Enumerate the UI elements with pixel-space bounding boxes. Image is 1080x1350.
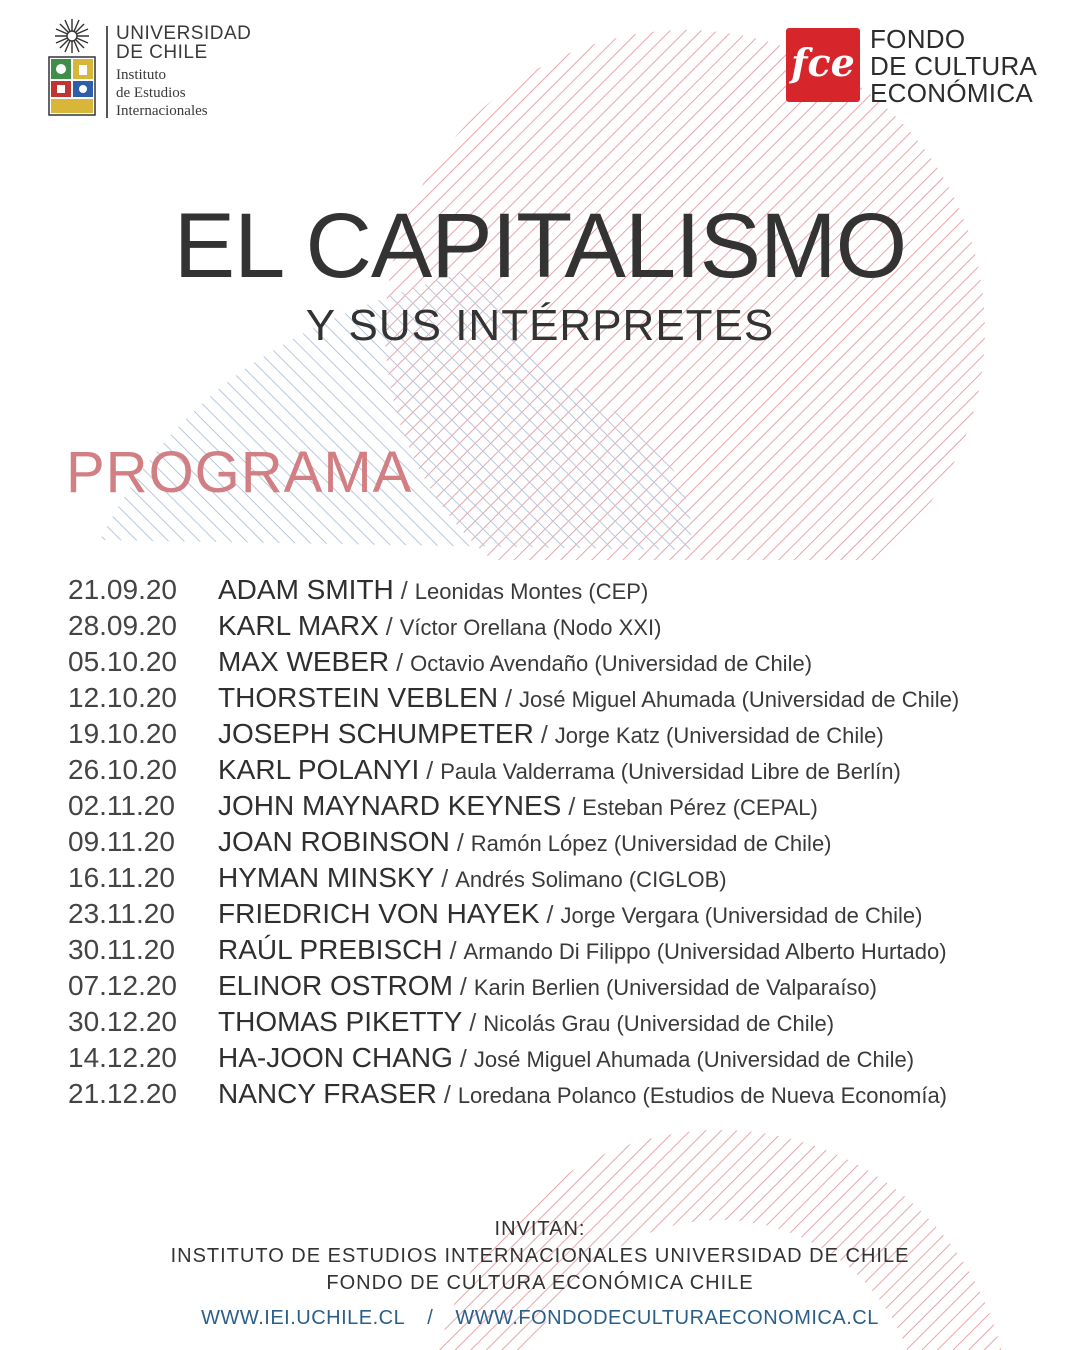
session-date: 09.11.20 — [68, 826, 175, 857]
subtitle: Y SUS INTÉRPRETES — [305, 301, 775, 350]
speaker-name: Armando Di Filippo (Universidad Alberto Hurtado) — [463, 939, 947, 964]
slash-separator: / — [540, 721, 548, 749]
fce-name — [870, 26, 1037, 107]
session-date: 23.11.20 — [68, 898, 175, 929]
schedule-row — [68, 574, 1058, 610]
fce-mark-icon — [786, 28, 860, 102]
economist-name: THORSTEIN VEBLEN — [218, 682, 499, 713]
link-separator: / — [427, 1307, 434, 1329]
link-iei[interactable]: WWW.IEI.UCHILE.CL — [201, 1307, 406, 1329]
institution-iei: INSTITUTO DE ESTUDIOS INTERNACIONALES UNIVERSIDAD DE CHILE — [170, 1245, 910, 1267]
fce-name-line1: FONDO — [870, 24, 966, 54]
uchile-name — [116, 24, 251, 62]
economist-name: KARL MARX — [218, 610, 379, 641]
slash-separator: / — [441, 865, 449, 893]
speaker-name: Karin Berlien (Universidad de Valparaíso) — [473, 975, 877, 1000]
slash-separator: / — [385, 613, 393, 641]
schedule-row — [68, 754, 1058, 790]
economist-name: ADAM SMITH — [218, 574, 394, 605]
speaker-name: Octavio Avendaño (Universidad de Chile) — [410, 651, 813, 676]
speaker-name: Ramón López (Universidad de Chile) — [470, 831, 832, 856]
fce-name-line3: ECONÓMICA — [870, 78, 1034, 108]
footer — [0, 1216, 1080, 1331]
speaker-name: Nicolás Grau (Universidad de Chile) — [483, 1011, 835, 1036]
economist-name: HA-JOON CHANG — [218, 1042, 453, 1073]
session-date: 05.10.20 — [68, 646, 177, 677]
uchile-institute — [116, 66, 208, 120]
schedule-row — [68, 610, 1058, 646]
fce-logo — [786, 24, 1046, 108]
speaker-name: Paula Valderrama (Universidad Libre de Berlín) — [440, 759, 901, 784]
schedule-row — [68, 1042, 1058, 1078]
speaker-name: Esteban Pérez (CEPAL) — [582, 795, 818, 820]
schedule-row — [68, 1078, 1058, 1114]
session-date: 26.10.20 — [68, 754, 177, 785]
slash-separator: / — [459, 973, 467, 1001]
session-date: 07.12.20 — [68, 970, 177, 1001]
speaker-name: Jorge Katz (Universidad de Chile) — [554, 723, 884, 748]
footer-links — [0, 1305, 1080, 1331]
schedule-row — [68, 862, 1058, 898]
main-title: EL CAPITALISMO — [173, 195, 907, 297]
uchile-sub-line1: Instituto — [116, 67, 167, 83]
schedule-list — [68, 574, 1058, 1114]
session-date: 12.10.20 — [68, 682, 177, 713]
programa-heading: PROGRAMA — [66, 440, 413, 505]
session-date: 21.09.20 — [68, 574, 177, 605]
schedule-row — [68, 970, 1058, 1006]
uchile-sub-line3: Internacionales — [116, 103, 208, 119]
speaker-name: Jorge Vergara (Universidad de Chile) — [560, 903, 923, 928]
uchile-name-line2: DE CHILE — [116, 42, 208, 63]
economist-name: JOHN MAYNARD KEYNES — [218, 790, 562, 821]
economist-name: JOAN ROBINSON — [218, 826, 450, 857]
session-date: 21.12.20 — [68, 1078, 177, 1109]
speaker-name: José Miguel Ahumada (Universidad de Chile) — [519, 687, 960, 712]
slash-separator: / — [505, 685, 513, 713]
slash-separator: / — [400, 577, 408, 605]
star-emblem-icon — [54, 18, 90, 54]
session-date: 16.11.20 — [68, 862, 175, 893]
economist-name: JOSEPH SCHUMPETER — [218, 718, 534, 749]
invitan-label: INVITAN: — [494, 1218, 586, 1240]
economist-name: ELINOR OSTROM — [218, 970, 453, 1001]
economist-name: RAÚL PREBISCH — [218, 934, 443, 965]
schedule-row — [68, 790, 1058, 826]
institution-fce: FONDO DE CULTURA ECONÓMICA CHILE — [326, 1272, 754, 1294]
schedule-row — [68, 1006, 1058, 1042]
session-date: 14.12.20 — [68, 1042, 177, 1073]
economist-name: NANCY FRASER — [218, 1078, 437, 1109]
coat-of-arms-icon — [48, 56, 96, 116]
economist-name: KARL POLANYI — [218, 754, 420, 785]
economist-name: FRIEDRICH VON HAYEK — [218, 898, 540, 929]
economist-name: MAX WEBER — [218, 646, 390, 677]
speaker-name: Víctor Orellana (Nodo XXI) — [399, 615, 662, 640]
slash-separator: / — [426, 757, 434, 785]
slash-separator: / — [459, 1045, 467, 1073]
session-date: 19.10.20 — [68, 718, 177, 749]
uchile-logo — [48, 16, 268, 126]
slash-separator: / — [456, 829, 464, 857]
schedule-row — [68, 718, 1058, 754]
session-date: 02.11.20 — [68, 790, 175, 821]
schedule-row — [68, 898, 1058, 934]
slash-separator: / — [568, 793, 576, 821]
schedule-row — [68, 826, 1058, 862]
slash-separator: / — [449, 937, 457, 965]
uchile-sub-line2: de Estudios — [116, 85, 186, 101]
schedule-row — [68, 934, 1058, 970]
slash-separator: / — [546, 901, 554, 929]
fce-mark-text: fce — [791, 40, 855, 85]
link-fce[interactable]: WWW.FONDODECULTURAECONOMICA.CL — [455, 1307, 879, 1329]
slash-separator: / — [469, 1009, 477, 1037]
speaker-name: Leonidas Montes (CEP) — [414, 579, 649, 604]
speaker-name: José Miguel Ahumada (Universidad de Chile) — [473, 1047, 915, 1072]
schedule-row — [68, 682, 1058, 718]
uchile-name-line1: UNIVERSIDAD — [116, 23, 252, 44]
session-date: 28.09.20 — [68, 610, 177, 641]
schedule-row — [68, 646, 1058, 682]
slash-separator: / — [396, 649, 404, 677]
session-date: 30.12.20 — [68, 1006, 177, 1037]
speaker-name: Andrés Solimano (CIGLOB) — [455, 867, 727, 892]
economist-name: THOMAS PIKETTY — [218, 1006, 463, 1037]
economist-name: HYMAN MINSKY — [218, 862, 435, 893]
session-date: 30.11.20 — [68, 934, 175, 965]
slash-separator: / — [443, 1081, 451, 1109]
speaker-name: Loredana Polanco (Estudios de Nueva Economía) — [457, 1083, 948, 1108]
fce-name-line2: DE CULTURA — [870, 51, 1038, 81]
logo-divider — [106, 26, 108, 118]
